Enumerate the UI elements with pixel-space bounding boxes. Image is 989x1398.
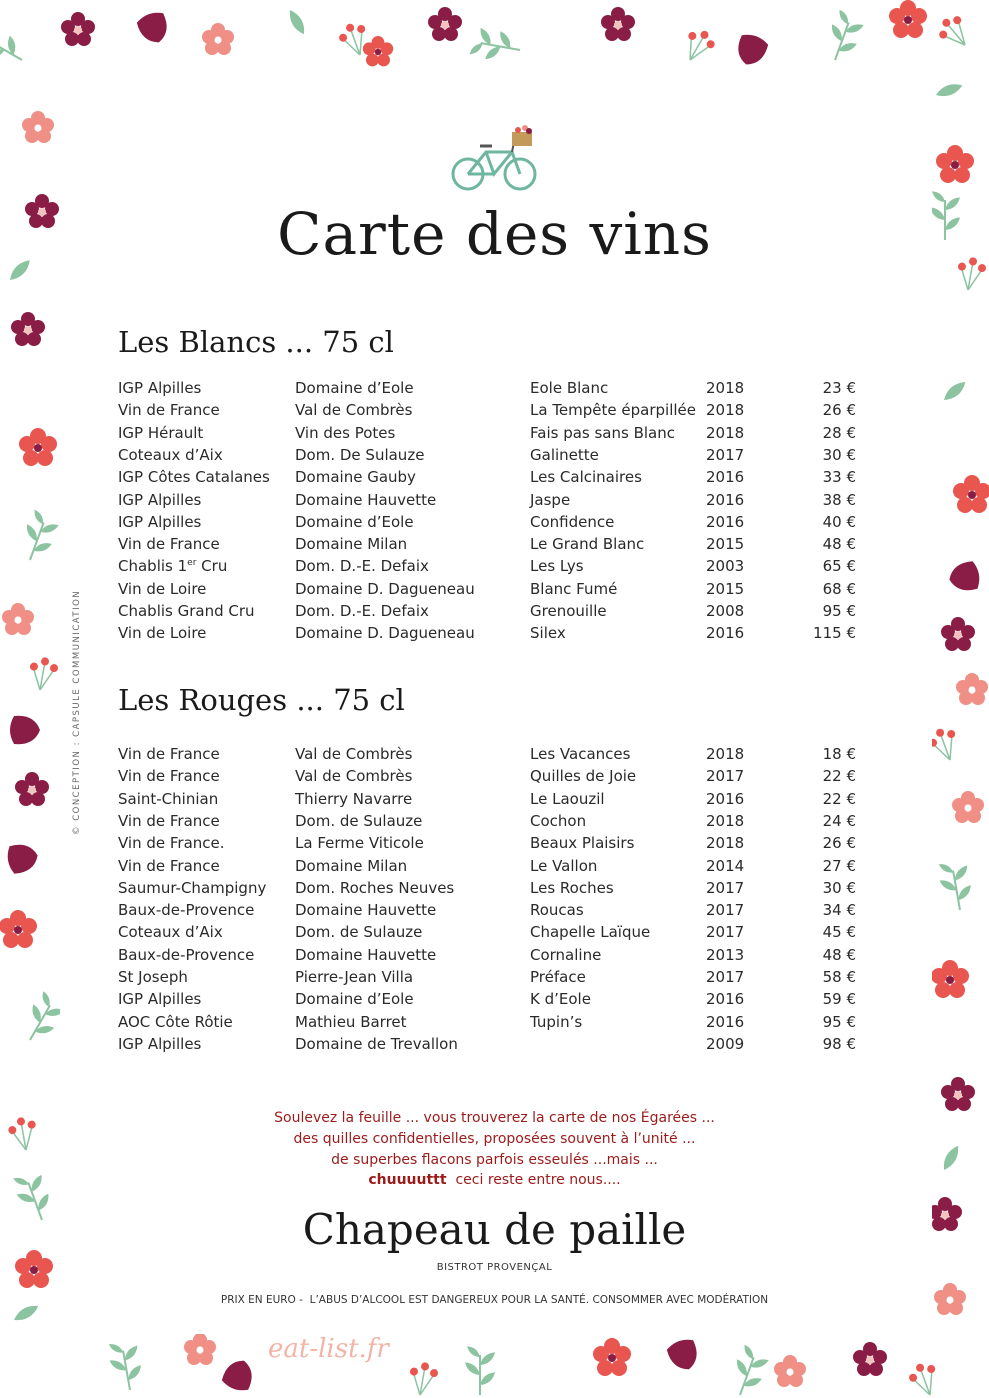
wine-cuvee: Roucas xyxy=(530,901,584,920)
wine-row xyxy=(0,767,989,789)
wine-cuvee: La Tempête éparpillée xyxy=(530,401,696,420)
wine-vintage: 2015 xyxy=(706,535,745,554)
wine-cuvee: Fais pas sans Blanc xyxy=(530,423,675,442)
wine-domaine: Vin des Potes xyxy=(295,423,396,442)
wine-appellation: IGP Hérault xyxy=(118,423,204,442)
wine-domaine: Domaine Milan xyxy=(295,535,408,554)
note-line-2: des quilles confidentielles, proposées souvent à l’unité ... xyxy=(293,1131,696,1147)
wine-vintage: 2018 xyxy=(706,379,745,397)
wine-vintage: 2009 xyxy=(706,1034,745,1053)
wine-vintage: 2016 xyxy=(706,468,745,487)
wine-row xyxy=(0,790,989,812)
wine-appellation: Vin de France xyxy=(118,767,220,786)
wine-appellation: Vin de Loire xyxy=(118,579,207,598)
price-disclaimer: PRIX EN EURO - L’ABUS D’ALCOOL EST DANGEREUX POUR LA SANTÉ. CONSOMMER AVEC MODÉRATION xyxy=(220,1294,769,1306)
wine-cuvee: Eole Blanc xyxy=(530,379,609,397)
wine-domaine: Domaine Gauby xyxy=(295,468,416,487)
wine-domaine: Val de Combrès xyxy=(295,745,413,763)
wine-appellation: Vin de France xyxy=(118,535,220,554)
wine-appellation: Baux-de-Provence xyxy=(118,901,255,920)
wine-cuvee: Quilles de Joie xyxy=(530,767,637,786)
wine-price: 34 € xyxy=(822,901,856,920)
wine-domaine: Dom. D.-E. Defaix xyxy=(295,557,429,576)
wine-appellation: Vin de Loire xyxy=(118,624,207,643)
wine-domaine: Domaine de Trevallon xyxy=(295,1034,458,1053)
restaurant-name: Chapeau de paille xyxy=(302,1205,687,1254)
wine-domaine: Domaine d’Eole xyxy=(295,990,414,1009)
wine-cuvee: Les Vacances xyxy=(530,745,631,763)
wine-domaine: Mathieu Barret xyxy=(295,1012,407,1031)
note-line-1: Soulevez la feuille ... vous trouverez la carte de nos Égarées ... xyxy=(274,1110,715,1126)
wine-price: 24 € xyxy=(822,811,856,830)
wine-vintage: 2018 xyxy=(706,745,745,763)
section-title-blancs: Les Blancs ... 75 cl xyxy=(118,325,394,359)
wine-cuvee: Les Roches xyxy=(530,878,614,897)
wine-row xyxy=(0,401,989,423)
wine-vintage: 2008 xyxy=(706,602,745,620)
wine-row xyxy=(0,812,989,834)
wine-domaine: Domaine d’Eole xyxy=(295,379,414,397)
wine-price: 48 € xyxy=(822,535,856,554)
wine-cuvee: Jaspe xyxy=(530,490,571,509)
wine-appellation: Coteaux d’Aix xyxy=(118,923,223,942)
wine-row xyxy=(0,468,989,490)
wine-appellation: Saumur-Champigny xyxy=(118,878,267,897)
wine-vintage: 2015 xyxy=(706,579,745,598)
wine-vintage: 2018 xyxy=(706,834,745,853)
wine-cuvee: Chapelle Laïque xyxy=(530,923,651,942)
wine-vintage: 2017 xyxy=(706,923,745,942)
wine-vintage: 2016 xyxy=(706,990,745,1009)
wine-domaine: Dom. de Sulauze xyxy=(295,923,423,942)
wine-price: 58 € xyxy=(822,968,856,986)
wine-appellation: IGP Alpilles xyxy=(118,490,202,509)
note-line-3: de superbes flacons parfois esseulés ...mais ... xyxy=(331,1152,658,1168)
wine-price: 38 € xyxy=(822,490,856,509)
watermark: eat-list.fr xyxy=(268,1334,389,1364)
wine-vintage: 2018 xyxy=(706,811,745,830)
wine-price: 40 € xyxy=(822,512,856,531)
wine-domaine: La Ferme Viticole xyxy=(295,834,424,853)
wine-row xyxy=(0,901,989,923)
wine-price: 18 € xyxy=(822,745,856,763)
wine-price: 48 € xyxy=(822,945,856,964)
wine-vintage: 2016 xyxy=(706,789,745,808)
wine-appellation: St Joseph xyxy=(118,968,188,986)
wine-price: 28 € xyxy=(822,423,856,442)
wine-row xyxy=(0,968,989,990)
wine-domaine: Domaine Hauvette xyxy=(295,901,437,920)
wine-vintage: 2017 xyxy=(706,968,745,986)
wine-price: 95 € xyxy=(822,602,856,620)
wine-row xyxy=(0,513,989,535)
wine-appellation: Vin de France xyxy=(118,401,220,420)
wine-domaine: Val de Combrès xyxy=(295,401,413,420)
wine-domaine: Pierre-Jean Villa xyxy=(295,968,414,986)
wine-row xyxy=(0,602,989,624)
wine-domaine: Val de Combrès xyxy=(295,767,413,786)
wine-vintage: 2018 xyxy=(706,423,745,442)
wine-price: 27 € xyxy=(822,856,856,875)
wine-appellation: IGP Alpilles xyxy=(118,990,202,1009)
wine-cuvee: Grenouille xyxy=(530,602,607,620)
wine-price: 22 € xyxy=(822,767,856,786)
wine-row xyxy=(0,580,989,602)
wine-row xyxy=(0,424,989,446)
wine-cuvee: Tupin’s xyxy=(530,1012,583,1031)
wine-cuvee: Le Grand Blanc xyxy=(530,535,645,554)
wine-appellation: Vin de France xyxy=(118,745,220,763)
wine-row xyxy=(0,535,989,557)
wine-domaine: Domaine Hauvette xyxy=(295,945,437,964)
wine-vintage: 2017 xyxy=(706,767,745,786)
wine-row xyxy=(0,990,989,1012)
wine-appellation-sup: er xyxy=(187,558,197,569)
design-credit: © CONCEPTION : CAPSULE COMMUNICATION xyxy=(72,589,82,835)
wine-price: 65 € xyxy=(822,557,856,576)
wine-cuvee: Le Laouzil xyxy=(530,789,605,808)
note-line-4 xyxy=(0,1172,989,1188)
wine-vintage: 2016 xyxy=(706,512,745,531)
wine-vintage: 2017 xyxy=(706,901,745,920)
wine-price: 45 € xyxy=(822,923,856,942)
wine-domaine: Dom. de Sulauze xyxy=(295,811,423,830)
wine-domaine: Domaine D. Dagueneau xyxy=(295,624,475,643)
wine-row xyxy=(0,379,989,401)
wine-appellation: Vin de France xyxy=(118,856,220,875)
wine-row xyxy=(0,745,989,767)
wine-cuvee: Cochon xyxy=(530,811,587,830)
wine-appellation: Vin de France xyxy=(118,811,220,830)
restaurant-subtitle: BISTROT PROVENÇAL xyxy=(436,1262,553,1273)
wine-row xyxy=(0,879,989,901)
wine-appellation: AOC Côte Rôtie xyxy=(118,1012,233,1031)
wine-price: 68 € xyxy=(822,579,856,598)
wine-vintage: 2014 xyxy=(706,856,745,875)
wine-domaine: Dom. De Sulauze xyxy=(295,445,425,464)
wine-domaine: Dom. Roches Neuves xyxy=(295,878,455,897)
wine-vintage: 2017 xyxy=(706,878,745,897)
wine-appellation: Coteaux d’Aix xyxy=(118,445,223,464)
wine-appellation: Baux-de-Provence xyxy=(118,945,255,964)
wine-vintage: 2016 xyxy=(706,1012,745,1031)
wine-appellation: IGP Alpilles xyxy=(118,379,202,397)
wine-appellation: IGP Alpilles xyxy=(118,512,202,531)
wine-cuvee: Silex xyxy=(530,624,566,643)
wine-appellation: Saint-Chinian xyxy=(118,789,219,808)
note-line-4-rest: ceci reste entre nous.... xyxy=(446,1172,621,1188)
wine-price: 115 € xyxy=(813,624,856,643)
wine-domaine: Domaine Hauvette xyxy=(295,490,437,509)
wine-cuvee: K d’Eole xyxy=(530,990,591,1009)
wine-row xyxy=(0,624,989,646)
wine-domaine: Thierry Navarre xyxy=(295,789,413,808)
wine-vintage: 2016 xyxy=(706,490,745,509)
wine-row xyxy=(0,834,989,856)
wine-vintage: 2016 xyxy=(706,624,745,643)
wine-cuvee: Beaux Plaisirs xyxy=(530,834,635,853)
wine-row xyxy=(0,857,989,879)
wine-row xyxy=(0,1035,989,1057)
wine-price: 95 € xyxy=(822,1012,856,1031)
wine-price: 98 € xyxy=(822,1034,856,1053)
wine-row xyxy=(0,557,989,579)
wine-appellation-after: Cru xyxy=(196,557,228,576)
wine-domaine: Dom. D.-E. Defaix xyxy=(295,602,429,620)
wine-domaine: Domaine d’Eole xyxy=(295,512,414,531)
wine-vintage: 2018 xyxy=(706,401,745,420)
wine-vintage: 2017 xyxy=(706,445,745,464)
wine-price: 22 € xyxy=(822,789,856,808)
wine-cuvee: Le Vallon xyxy=(530,856,598,875)
bicycle-illustration xyxy=(450,122,540,194)
wine-appellation: Vin de France. xyxy=(118,834,225,853)
note-bold-word: chuuuuttt xyxy=(368,1172,447,1188)
wine-cuvee: Les Lys xyxy=(530,557,584,576)
wine-price: 33 € xyxy=(822,468,856,487)
wine-price: 26 € xyxy=(822,401,856,420)
wine-row xyxy=(0,923,989,945)
wine-row xyxy=(0,946,989,968)
wine-cuvee: Galinette xyxy=(530,445,599,464)
wine-domaine: Domaine Milan xyxy=(295,856,408,875)
wine-cuvee: Les Calcinaires xyxy=(530,468,642,487)
wine-appellation-main: Chablis 1 xyxy=(118,557,188,576)
wine-cuvee: Cornaline xyxy=(530,945,602,964)
page-title: Carte des vins xyxy=(277,200,712,268)
wine-row xyxy=(0,446,989,468)
wine-vintage: 2013 xyxy=(706,945,745,964)
wine-vintage: 2003 xyxy=(706,557,745,576)
wine-appellation: IGP Côtes Catalanes xyxy=(118,468,270,487)
section-title-rouges: Les Rouges ... 75 cl xyxy=(118,683,405,717)
wine-cuvee: Confidence xyxy=(530,512,615,531)
wine-price: 59 € xyxy=(822,990,856,1009)
wine-appellation: Chablis Grand Cru xyxy=(118,602,255,620)
wine-price: 23 € xyxy=(822,379,856,397)
wine-price: 30 € xyxy=(822,445,856,464)
wine-row xyxy=(0,1013,989,1035)
wine-cuvee: Blanc Fumé xyxy=(530,579,618,598)
wine-row xyxy=(0,491,989,513)
wine-cuvee: Préface xyxy=(530,968,586,986)
wine-price: 30 € xyxy=(822,878,856,897)
wine-price: 26 € xyxy=(822,834,856,853)
wine-domaine: Domaine D. Dagueneau xyxy=(295,579,475,598)
wine-appellation: IGP Alpilles xyxy=(118,1034,202,1053)
wine-appellation xyxy=(118,557,227,575)
